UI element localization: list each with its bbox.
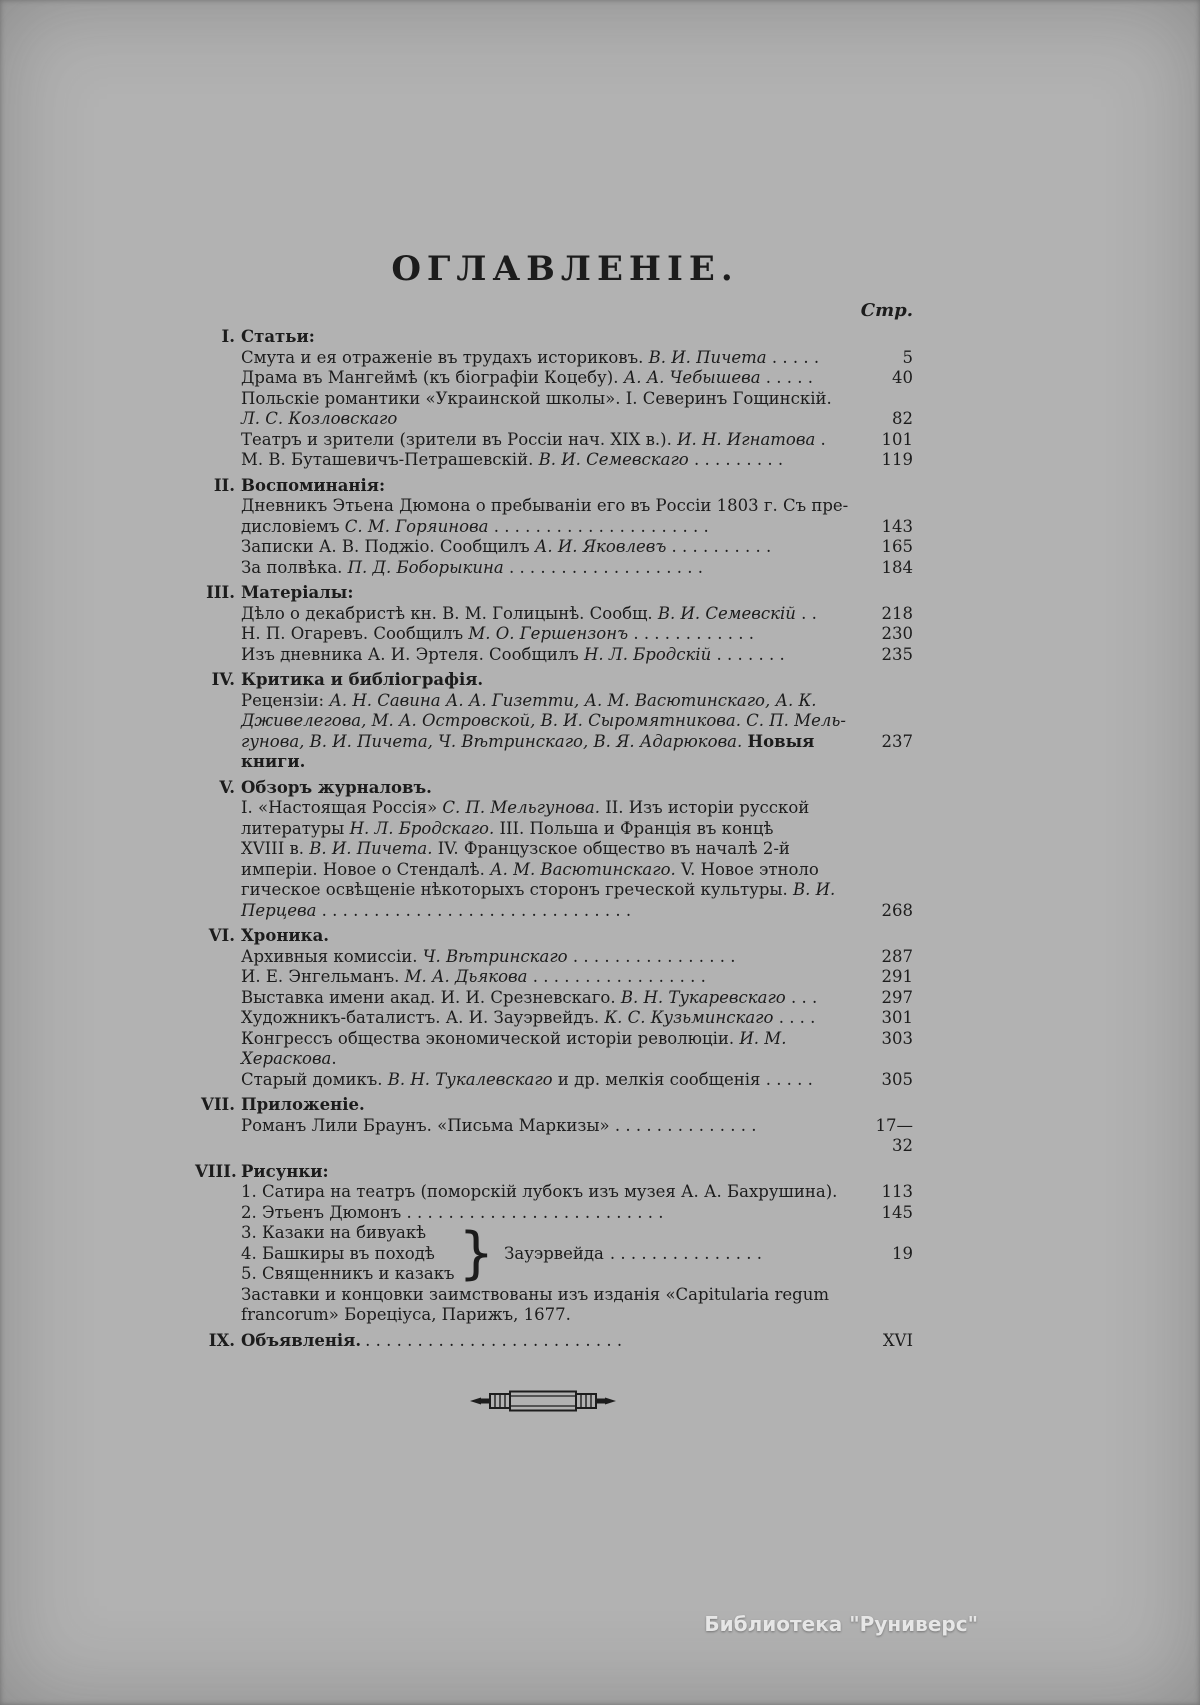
entry-text-segment: Драма въ Мангеймѣ (къ біографіи Коцебу). bbox=[241, 368, 624, 387]
figure-items bbox=[241, 1223, 455, 1285]
entry-list bbox=[195, 1116, 913, 1157]
entry-text bbox=[241, 1285, 855, 1306]
entry-text-segment: К. С. Кузьминскаго bbox=[604, 1008, 774, 1027]
entry-text-segment: Ч. Вѣтринскаго bbox=[422, 946, 568, 966]
entry-text-segment: XVIII в. bbox=[241, 839, 310, 858]
toc-entry bbox=[241, 1305, 913, 1326]
page-number bbox=[855, 1285, 913, 1306]
entry-text-segment: . . . . . . . . . . . . . . . . . . . bbox=[503, 557, 704, 577]
entry-text-segment: Старый домикъ. bbox=[241, 1069, 388, 1089]
page-number: 145 bbox=[881, 1202, 913, 1222]
entry-text-segment: В. Н. Тукалевскаго bbox=[387, 1069, 553, 1089]
entry-text-segment: francorum» Бореціуса, Парижъ, 1677. bbox=[241, 1305, 571, 1324]
figure-group-label bbox=[504, 1244, 855, 1265]
toc-entry bbox=[241, 967, 913, 988]
page-number bbox=[855, 798, 913, 819]
page-number: 237 bbox=[881, 731, 913, 751]
toc-entry bbox=[241, 517, 913, 538]
entry-text bbox=[241, 798, 855, 819]
section-numeral: II. bbox=[213, 475, 235, 495]
entry-text bbox=[241, 1029, 855, 1070]
entry-text-segment: 2. Этьенъ Дюмонъ . . . . . . . . . . . . . . . . . . . . . . . . . bbox=[241, 1202, 664, 1222]
figure-item: 3. Казаки на бивуакѣ bbox=[241, 1223, 427, 1242]
toc-section bbox=[195, 926, 913, 1090]
section-title: Статьи: bbox=[241, 327, 315, 346]
brace-glyph: } bbox=[458, 1220, 495, 1286]
entry-list bbox=[195, 348, 913, 471]
entry-text bbox=[241, 1070, 855, 1091]
entry-text-segment: Н. Л. Бродскаго. bbox=[349, 818, 495, 838]
page-number: 218 bbox=[881, 603, 913, 623]
entry-list bbox=[195, 1182, 913, 1326]
section-numeral: VII. bbox=[201, 1095, 235, 1114]
entry-text-segment: В. И. Пичета. bbox=[309, 839, 433, 858]
page-number: 268 bbox=[881, 900, 913, 920]
toc-entry bbox=[241, 348, 913, 369]
toc-entry bbox=[241, 839, 913, 860]
section-title: Объявленія. bbox=[241, 1330, 362, 1350]
entry-text-segment: Дѣло о декабристѣ кн. В. М. Голицынѣ. Сообщ. bbox=[241, 603, 658, 623]
toc-section bbox=[195, 327, 913, 471]
toc-entry bbox=[241, 1285, 913, 1306]
entry-text bbox=[241, 839, 855, 860]
entry-text-segment: гическое освѣщеніе нѣкоторыхъ сторонъ греческой культуры. bbox=[241, 880, 794, 899]
page-number: 101 bbox=[881, 429, 913, 449]
section-title: Критика и библіографія. bbox=[241, 670, 484, 689]
scroll-ornament-icon bbox=[468, 1388, 618, 1414]
toc-entry bbox=[241, 947, 913, 968]
figure-item: 5. Священникъ и казакъ bbox=[241, 1264, 455, 1283]
page-number: 297 bbox=[881, 987, 913, 1007]
toc-entry bbox=[241, 798, 913, 819]
entry-text bbox=[241, 389, 855, 410]
section-heading-row bbox=[195, 778, 913, 799]
entry-text bbox=[241, 624, 855, 645]
section-numeral: V. bbox=[219, 777, 235, 797]
section-heading-row bbox=[195, 583, 913, 604]
toc-entry bbox=[241, 860, 913, 881]
entry-text-segment: П. Д. Боборыкина bbox=[347, 557, 504, 577]
toc-entry bbox=[241, 496, 913, 517]
section-numeral: IX. bbox=[208, 1330, 235, 1350]
toc-section bbox=[195, 778, 913, 922]
page-column-header: Стр. bbox=[860, 300, 913, 321]
dots-leader: . . . . . . . . . . . . . . . bbox=[609, 1243, 762, 1263]
entry-text-segment: литературы bbox=[241, 818, 350, 838]
entry-text-segment: В. И. Пичета bbox=[648, 347, 767, 367]
entry-text bbox=[241, 1116, 855, 1157]
entry-text-segment: . . . . bbox=[773, 1008, 816, 1027]
entry-text-segment: С. П. Мельгунова. bbox=[442, 798, 600, 817]
toc-section bbox=[195, 670, 913, 773]
entry-text-segment: . . . bbox=[785, 987, 818, 1007]
toc-entry bbox=[241, 988, 913, 1009]
entry-text-segment: М. А. Дьякова bbox=[404, 967, 528, 986]
entry-text-segment: Дневникъ Этьена Дюмона о пребываніи его въ Россіи 1803 г. Съ пре- bbox=[241, 496, 849, 515]
toc-entry bbox=[241, 389, 913, 410]
entry-text-segment: и др. мелкія сообщенія . . . . . bbox=[552, 1069, 813, 1089]
entry-text-segment: А. А. Чебышева bbox=[623, 368, 761, 387]
entry-text-segment: Записки А. В. Поджіо. Сообщилъ bbox=[241, 537, 535, 556]
entry-text-segment: III. Польша и Франція въ концѣ bbox=[494, 818, 774, 838]
entry-text bbox=[241, 1008, 855, 1029]
entry-text-segment: 1. Сатира на театръ (поморскій лубокъ изъ музея А. А. Бахрушина). bbox=[241, 1182, 838, 1201]
entry-list bbox=[195, 496, 913, 578]
toc-section bbox=[195, 1095, 913, 1157]
toc-entry bbox=[241, 368, 913, 389]
entry-text-segment: . . . . . . . . . . . . . . . . bbox=[567, 946, 736, 966]
toc-entry bbox=[241, 901, 913, 922]
page-number bbox=[855, 691, 913, 712]
page-number: 287 bbox=[881, 946, 913, 966]
section-heading-row bbox=[195, 1162, 913, 1183]
entry-list bbox=[195, 691, 913, 773]
entry-text-segment: Н. П. Огаревъ. Сообщилъ bbox=[241, 624, 469, 643]
page-number: 303 bbox=[881, 1028, 913, 1048]
entry-text bbox=[241, 732, 855, 773]
figure-item: 4. Башкиры въ походѣ bbox=[241, 1243, 435, 1263]
entry-text-segment: Романъ Лили Браунъ. «Письма Маркизы» . . . . . . . . . . . . . . bbox=[241, 1115, 757, 1135]
entry-text-segment: Новыя книги. bbox=[241, 731, 815, 771]
entry-text bbox=[241, 988, 855, 1009]
toc-entry bbox=[241, 537, 913, 558]
entry-text-segment: I. «Настоящая Россія» bbox=[241, 798, 443, 817]
section-title: Рисунки: bbox=[241, 1161, 329, 1181]
entry-text-segment: имперіи. Новое о Стендалѣ. bbox=[241, 859, 491, 879]
page-number: 19 bbox=[892, 1243, 913, 1263]
entry-text-segment: В. И. bbox=[793, 880, 836, 899]
entry-text-segment: Польскіе романтики «Украинской школы». I. Северинъ Гощинскій. bbox=[241, 388, 832, 408]
toc-entry bbox=[241, 430, 913, 451]
section-title: Матеріалы: bbox=[241, 583, 354, 602]
page-title: ОГЛАВЛЕНІЕ. bbox=[391, 249, 739, 289]
page-number: 291 bbox=[881, 967, 913, 986]
entry-text-segment: М. О. Гершензонъ bbox=[468, 624, 629, 643]
entry-text bbox=[241, 645, 855, 666]
toc-entry bbox=[241, 1116, 913, 1157]
entry-text bbox=[241, 496, 855, 517]
entry-text bbox=[241, 967, 855, 988]
entry-text bbox=[241, 880, 855, 901]
entry-text bbox=[241, 368, 855, 389]
entry-text-segment: Художникъ-баталистъ. А. И. Зауэрвейдъ. bbox=[241, 1008, 605, 1027]
section-numeral: VIII. bbox=[195, 1161, 237, 1181]
entry-text bbox=[241, 1182, 855, 1203]
page-number: 165 bbox=[881, 537, 913, 556]
entry-text-segment: В. И. Семевскій bbox=[657, 603, 796, 623]
toc-entry bbox=[241, 409, 913, 430]
entry-text-segment: II. Изъ исторіи русской bbox=[599, 798, 810, 817]
entry-text bbox=[241, 819, 855, 840]
section-numeral: IV. bbox=[211, 670, 235, 689]
dots-leader: . . . . . . . . . . . . . . . . . . . . . . . . . bbox=[365, 1330, 623, 1350]
entry-text-segment: Архивныя комиссіи. bbox=[241, 946, 423, 966]
entry-text-segment: За полвѣка. bbox=[241, 557, 348, 577]
entry-text bbox=[241, 691, 855, 712]
entry-text bbox=[241, 1305, 855, 1326]
entry-text-segment: А. И. Яковлевъ bbox=[534, 537, 667, 556]
figure-group-artist: Зауэрвейда bbox=[504, 1243, 604, 1263]
entry-text bbox=[241, 409, 855, 430]
entry-text-segment: . . . . . bbox=[766, 347, 820, 367]
entry-text-segment: И. Е. Энгельманъ. bbox=[241, 967, 405, 986]
toc-entry bbox=[241, 624, 913, 645]
page-number: 230 bbox=[881, 624, 913, 643]
entry-text-segment: . . . . . . . . . bbox=[688, 450, 784, 469]
entry-text-segment: гунова, В. И. Пичета, Ч. Вѣтринскаго, В. Я. Адарюкова. bbox=[241, 731, 743, 751]
toc-entry bbox=[241, 1203, 913, 1224]
entry-text-segment: Перцева bbox=[241, 900, 317, 920]
entry-text bbox=[241, 450, 855, 471]
entry-text-segment: . . . . . bbox=[760, 368, 813, 387]
page-number: 5 bbox=[902, 347, 913, 367]
section-numeral: VI. bbox=[208, 926, 235, 945]
toc-entry bbox=[241, 645, 913, 666]
entry-text-segment: Л. С. Козловскаго bbox=[241, 409, 398, 428]
page-number: 301 bbox=[881, 1008, 913, 1027]
entry-text bbox=[241, 517, 855, 538]
toc-entry bbox=[241, 732, 913, 773]
entry-text bbox=[241, 1203, 855, 1224]
section-heading-row bbox=[195, 476, 913, 497]
section-heading-row bbox=[195, 327, 913, 348]
entry-text-segment: . . . . . . . . . . . . . . . . . . . . . . . . . . . . . . bbox=[316, 900, 632, 920]
entry-text-segment: . . . . . . . . . . . . bbox=[628, 624, 754, 643]
entry-text-segment: В. И. Семевскаго bbox=[538, 450, 689, 469]
toc-entry bbox=[241, 1008, 913, 1029]
entry-text-segment: Конгрессъ общества экономической исторіи революціи. bbox=[241, 1028, 740, 1048]
section-heading-row bbox=[195, 670, 913, 691]
toc-entry bbox=[241, 1182, 913, 1203]
entry-text bbox=[241, 901, 855, 922]
section-title: Воспоминанія: bbox=[241, 475, 386, 495]
entry-text-segment: Театръ и зрители (зрители въ Россіи нач. XIX в.). bbox=[241, 429, 678, 449]
entry-text-segment: . . . . . . . . . . . . . . . . . . . . . bbox=[488, 516, 709, 536]
page-number bbox=[855, 496, 913, 517]
page-number bbox=[855, 711, 913, 732]
entry-list bbox=[195, 604, 913, 666]
page-number: XVI bbox=[882, 1330, 913, 1350]
page-number: 17—32 bbox=[875, 1115, 913, 1155]
entry-text-segment: . . bbox=[795, 603, 817, 623]
watermark: Библиотека "Руниверс" bbox=[704, 1612, 978, 1636]
section-title: Обзоръ журналовъ. bbox=[241, 777, 432, 797]
section-numeral: I. bbox=[221, 327, 235, 346]
entry-text-segment: V. Новое этноло bbox=[675, 859, 819, 879]
entry-text bbox=[241, 558, 855, 579]
entry-text-segment: Дживелегова, М. А. Островской, В. И. Сыромятникова. С. П. Мель- bbox=[241, 711, 846, 730]
entry-text-segment: И. Н. Игнатова bbox=[677, 429, 816, 449]
entry-text bbox=[241, 348, 855, 369]
entry-list bbox=[195, 947, 913, 1091]
page-number: 143 bbox=[881, 516, 913, 536]
page-number: 40 bbox=[892, 368, 913, 387]
entry-text bbox=[241, 604, 855, 625]
section-heading-row bbox=[195, 1095, 913, 1116]
figure-group-row bbox=[241, 1220, 913, 1286]
page-number: 305 bbox=[881, 1069, 913, 1089]
section-heading-row bbox=[195, 1331, 913, 1352]
toc-entry bbox=[241, 691, 913, 712]
page-number bbox=[855, 860, 913, 881]
entry-text-segment: М. В. Буташевичъ-Петрашевскій. bbox=[241, 450, 539, 469]
entry-text bbox=[241, 860, 855, 881]
entry-list bbox=[195, 798, 913, 921]
section-numeral: III. bbox=[206, 583, 235, 602]
entry-text-segment: . . . . . . . . . . . . . . . . . bbox=[527, 967, 706, 986]
entry-text-segment: . . . . . . . bbox=[711, 644, 785, 664]
section-title: Хроника. bbox=[241, 926, 330, 945]
page-number bbox=[855, 1305, 913, 1326]
entry-text-segment: Рецензіи: bbox=[241, 690, 330, 710]
toc-entry bbox=[241, 450, 913, 471]
entry-text-segment: Выставка имени акад. И. И. Срезневскаго. bbox=[241, 987, 621, 1007]
entry-text-segment: В. Н. Тукаревскаго bbox=[620, 987, 786, 1007]
page-number: 119 bbox=[881, 450, 913, 469]
page-number: 82 bbox=[892, 409, 913, 428]
entry-text-segment: . . . . . . . . . . bbox=[666, 537, 772, 556]
entry-text-segment: Н. Л. Бродскій bbox=[584, 644, 712, 664]
entry-text-segment: . bbox=[331, 1049, 337, 1068]
section-title: Приложеніе. bbox=[241, 1095, 365, 1114]
entry-text bbox=[241, 711, 855, 732]
entry-text bbox=[241, 947, 855, 968]
page-number: 235 bbox=[881, 644, 913, 664]
page-number: 113 bbox=[881, 1182, 913, 1201]
entry-text-segment: С. М. Горяинова bbox=[344, 516, 489, 536]
toc-section bbox=[195, 1162, 913, 1326]
toc-entry bbox=[241, 1029, 913, 1070]
page-number bbox=[855, 839, 913, 860]
entry-text-segment: Заставки и концовки заимствованы изъ изданія «Capitularia regum bbox=[241, 1284, 829, 1304]
toc-section bbox=[195, 1331, 913, 1352]
entry-text-segment: А. Н. Савина А. А. Гизетти, А. М. Васютинскаго, А. К. bbox=[329, 690, 817, 710]
toc-section bbox=[195, 583, 913, 665]
page-number bbox=[855, 389, 913, 410]
entry-text-segment: . bbox=[815, 429, 826, 449]
entry-text-segment: IV. Французское общество въ началѣ 2-й bbox=[432, 839, 790, 858]
entry-text-segment: И. М. Хераскова bbox=[241, 1028, 787, 1068]
toc-entry bbox=[241, 558, 913, 579]
entry-text-segment: дисловіемъ bbox=[241, 516, 345, 536]
entry-text-segment: Смута и ея отраженіе въ трудахъ историковъ. bbox=[241, 347, 649, 367]
toc-sections bbox=[195, 327, 913, 1351]
entry-text-segment: Изъ дневника А. И. Эртеля. Сообщилъ bbox=[241, 644, 585, 664]
toc-entry bbox=[241, 880, 913, 901]
page-number bbox=[855, 880, 913, 901]
page-number: 184 bbox=[881, 557, 913, 577]
section-heading-row bbox=[195, 926, 913, 947]
toc-entry bbox=[241, 1070, 913, 1091]
entry-text-segment: А. М. Васютинскаго. bbox=[490, 859, 676, 879]
toc-entry bbox=[241, 604, 913, 625]
toc-entry bbox=[241, 819, 913, 840]
toc-entry bbox=[241, 711, 913, 732]
toc-section bbox=[195, 476, 913, 579]
entry-text bbox=[241, 537, 855, 558]
entry-text bbox=[241, 430, 855, 451]
page-number bbox=[855, 819, 913, 840]
